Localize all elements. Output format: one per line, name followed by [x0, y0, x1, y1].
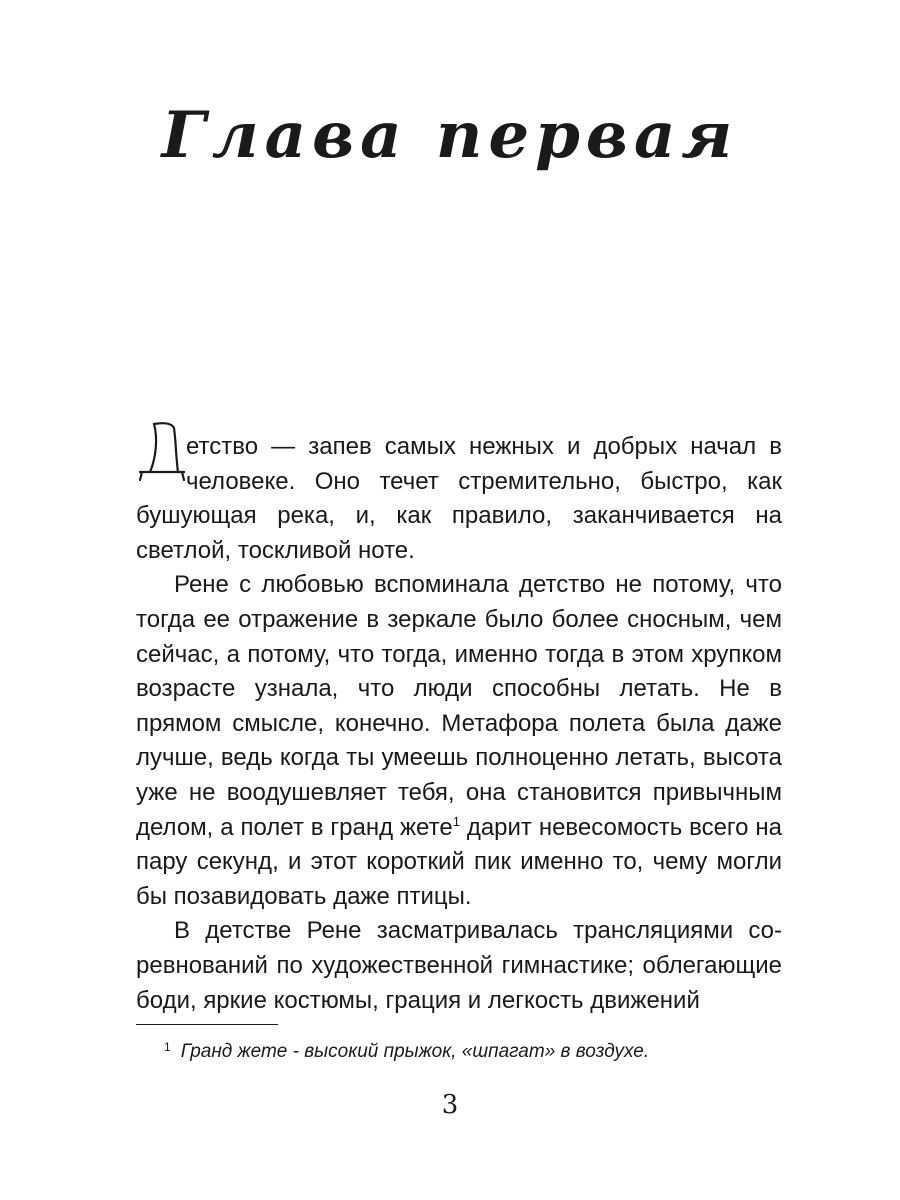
footnote-marker: 1 — [164, 1040, 171, 1054]
chapter-title: Глава первая — [161, 98, 739, 173]
paragraph-1-text: етство — запев самых нежных и добрых начал в человеке. Оно течет стремительно, быстро, как бушующая река, и, как правило, заканчивается на светлой, тоскливой ноте. — [136, 433, 782, 564]
footnote-reference[interactable]: 1 — [452, 813, 460, 829]
paragraph-3-text: В детстве Рене засматривалась трансляциями соревнований по художественной гимнастике; облегающие боди, яркие костюмы, грация и легкость движений — [136, 917, 782, 1014]
footnote-divider — [136, 1024, 278, 1025]
paragraph-2 — [136, 568, 782, 914]
drop-cap-letter-graphic — [136, 418, 186, 482]
drop-cap — [136, 418, 186, 480]
footnote-text: Гранд жете - высокий прыжок, «шпагат» в воздухе. — [180, 1041, 650, 1062]
paragraph-3 — [136, 914, 782, 1018]
footnote — [164, 1040, 649, 1063]
page-number: 3 — [441, 1090, 459, 1120]
paragraph-2-text: Рене с любовью вспоминала детство не потому, что тогда ее отражение в зеркале было более сносным, чем сейчас, а потому, что тогда, именно тогда в этом хрупком возрасте узнала, что люди способны летать. Не в прямом смысле, конечно. Метафора полета была даже лучше, ведь когда ты умеешь полноценно летать, высота уже не воодушевляет тебя, она становится привычным делом, а полет в гранд жете — [136, 571, 782, 841]
paragraph-2-text-after: дарит невесомость всего на пару секунд, и этот короткий пик именно то, чему могли бы позавидовать даже птицы. — [136, 813, 783, 910]
body-text — [136, 430, 782, 1018]
paragraph-1 — [136, 430, 782, 568]
